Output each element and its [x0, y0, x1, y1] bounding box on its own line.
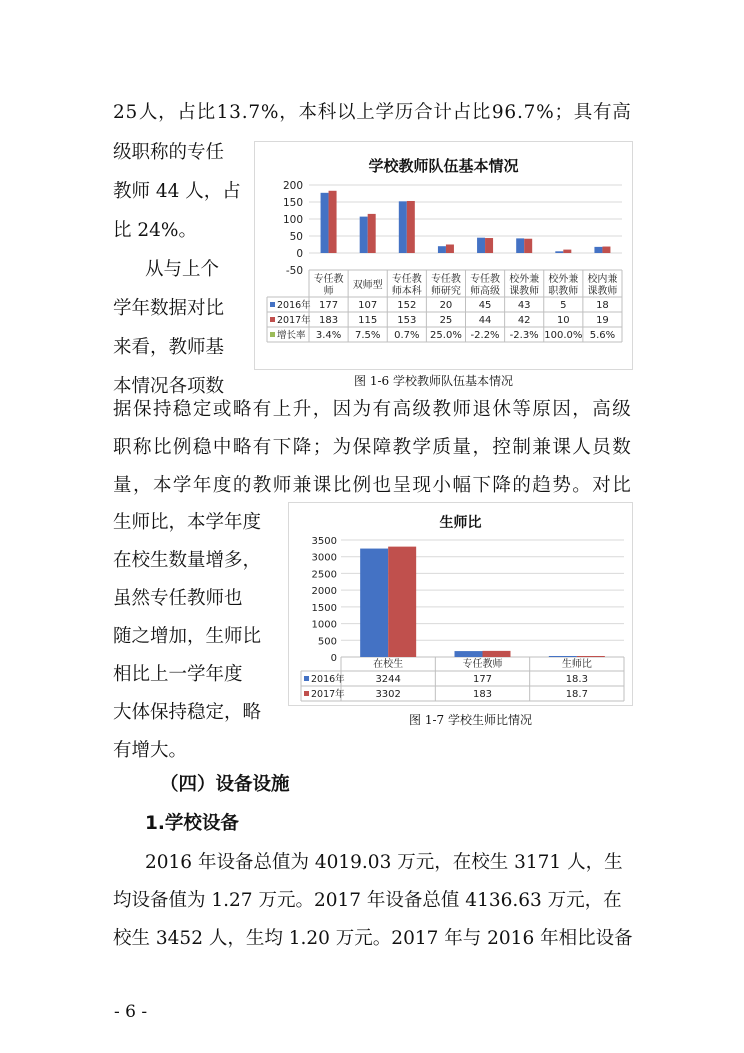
bar-2016年 — [516, 238, 524, 253]
legend-key — [270, 317, 275, 322]
category-label: 职教师 — [548, 286, 579, 297]
bar-2016年 — [555, 251, 563, 253]
y-tick-label: 0 — [296, 248, 303, 260]
category-label: 专任教 — [470, 274, 501, 285]
text-line-wrap2: 随之增加，生师比 — [113, 626, 262, 647]
category-label: 课教师 — [509, 286, 540, 297]
table-value: 43 — [517, 300, 531, 311]
category-label: 课教师 — [587, 286, 618, 297]
table-value: 183 — [319, 315, 339, 326]
bar-2017年 — [388, 547, 416, 657]
category-label: 专任教 — [430, 274, 461, 285]
bar-2017年 — [524, 239, 532, 253]
legend-label: 2017年 — [277, 315, 311, 326]
table-value: 115 — [358, 315, 378, 326]
chart-teacher-team-svg — [255, 142, 632, 369]
y-tick-label: 2500 — [311, 569, 337, 581]
page-number: - 6 - — [114, 1002, 148, 1022]
table-value: 107 — [358, 300, 378, 311]
legend-label: 2017年 — [311, 689, 345, 700]
bar-2016年 — [360, 549, 388, 657]
chart-title: 学校教师队伍基本情况 — [368, 157, 519, 175]
chart-title: 生师比 — [439, 515, 482, 531]
category-label: 生师比 — [561, 659, 592, 670]
text-line-wrap1: 级职称的专任 — [113, 142, 225, 163]
text-line-wrap2: 在校生数量增多， — [113, 550, 262, 571]
table-value: 44 — [478, 315, 492, 326]
bar-2017年 — [329, 191, 337, 253]
y-tick-label: 1000 — [311, 619, 337, 631]
table-value: 10 — [556, 315, 570, 326]
category-label: 专任教 — [313, 274, 344, 285]
bar-2017年 — [483, 651, 511, 657]
legend-label: 2016年 — [311, 674, 345, 685]
table-value: 25 — [439, 315, 453, 326]
y-tick-label: 200 — [282, 180, 303, 192]
chart-ratio-svg — [289, 503, 632, 705]
bar-2017年 — [577, 656, 605, 657]
text-line-wrap2: 大体保持稳定，略 — [113, 702, 262, 723]
text-line-wrap2: 虽然专任教师也 — [113, 588, 243, 609]
y-tick-label: 2000 — [311, 586, 337, 598]
table-value: 100.0% — [544, 330, 583, 341]
legend-key — [304, 691, 309, 696]
bar-2017年 — [446, 245, 454, 254]
bar-2017年 — [485, 238, 493, 253]
table-value: 20 — [439, 300, 453, 311]
y-tick-label: 100 — [282, 214, 303, 226]
bar-2016年 — [549, 656, 577, 657]
table-value: 0.7% — [394, 330, 420, 341]
legend-key — [270, 332, 275, 337]
text-line-body: 均设备值为 1.27 万元。2017 年设备总值 4136.63 万元，在 — [113, 890, 622, 911]
bar-2016年 — [594, 247, 602, 253]
category-label: 专任教 — [391, 274, 422, 285]
bar-2017年 — [407, 201, 415, 253]
category-label: 在校生 — [373, 659, 404, 670]
subsection-heading: 1.学校设备 — [145, 813, 239, 834]
legend-label: 增长率 — [277, 330, 306, 341]
category-label: 师 — [323, 286, 334, 297]
table-value: 177 — [319, 300, 339, 311]
bar-2017年 — [563, 250, 571, 253]
text-line-1: 2 5 人 ， 占 比 1 3 . 7 % ， 本 科 以 上 学 历 合 计 占 比 9 6 . 7 % ； 具 有 高 — [113, 102, 631, 123]
table-value: 18 — [596, 300, 609, 311]
table-value: -2.3% — [509, 330, 539, 341]
text-line-wrap1: 教师 44 人，占 — [113, 181, 241, 202]
bar-2016年 — [477, 238, 485, 253]
category-label: 校外兼 — [548, 274, 579, 285]
text-line-wrap1: 本情况各项数 — [113, 376, 225, 397]
text-line-full: 职 称 比 例 稳 中 略 有 下 降 ； 为 保 障 教 学 质 量 ， 控 制 兼 课 人 员 数 — [113, 437, 631, 458]
text-line-wrap1: 学年数据对比 — [113, 298, 225, 319]
y-tick-label: 3000 — [311, 552, 337, 564]
table-value: 19 — [596, 315, 609, 326]
bar-2016年 — [399, 201, 407, 253]
table-value: 3244 — [375, 674, 401, 685]
table-value: 3302 — [375, 689, 401, 700]
y-tick-label: 150 — [282, 197, 303, 209]
text-line-wrap1: 来看，教师基 — [113, 337, 225, 358]
y-tick-label: 0 — [330, 653, 337, 664]
table-value: 18.7 — [565, 689, 588, 700]
table-value: 42 — [517, 315, 531, 326]
text-line-full: 据 保 持 稳 定 或 略 有 上 升 ， 因 为 有 高 级 教 师 退 休 等 原 因 ， 高 级 — [113, 399, 631, 420]
table-value: 5.6% — [589, 330, 616, 341]
text-line-body: 校生 3452 人，生均 1.20 万元。2017 年与 2016 年相比设备 — [113, 928, 633, 949]
bar-2016年 — [360, 217, 368, 253]
table-value: 152 — [397, 300, 417, 311]
y-tick-label: 50 — [289, 231, 303, 243]
text-line-wrap2: 相比上一学年度 — [113, 664, 243, 685]
table-value: 45 — [478, 300, 492, 311]
figure-caption-1-6: 图 1-6 学校教师队伍基本情况 — [354, 374, 513, 388]
y-tick-label: 3500 — [311, 536, 337, 547]
category-label: 校外兼 — [509, 274, 540, 285]
table-value: 3.4% — [315, 330, 342, 341]
table-value: 5 — [560, 300, 567, 311]
text-line-wrap1: 从与上个 — [145, 259, 220, 280]
category-label: 师研究 — [430, 286, 461, 297]
category-label: 专任教师 — [462, 659, 503, 670]
chart-teacher-team — [254, 141, 633, 370]
table-value: 183 — [472, 689, 493, 700]
legend-label: 2016年 — [277, 300, 311, 311]
figure-caption-1-7: 图 1-7 学校生师比情况 — [409, 713, 532, 727]
category-label: 校内兼 — [587, 274, 618, 285]
y-tick-label: 500 — [317, 636, 337, 648]
bar-2016年 — [321, 193, 329, 253]
chart-student-teacher-ratio — [288, 502, 633, 706]
text-line-wrap2: 有增大。 — [113, 740, 188, 761]
legend-key — [270, 302, 275, 307]
text-line-wrap2: 生师比，本学年度 — [113, 512, 262, 533]
table-value: 153 — [397, 315, 417, 326]
bar-2017年 — [602, 247, 610, 253]
table-value: 7.5% — [354, 330, 381, 341]
table-value: 18.3 — [565, 674, 588, 685]
table-value: 25.0% — [430, 330, 462, 341]
bar-2016年 — [455, 651, 483, 657]
y-tick-label: -50 — [285, 265, 303, 277]
table-value: -2.2% — [470, 330, 500, 341]
category-label: 双师型 — [352, 280, 383, 291]
y-tick-label: 1500 — [311, 602, 337, 614]
legend-key — [304, 676, 309, 681]
table-value: 177 — [472, 674, 493, 685]
text-line-full: 量 ， 本 学 年 度 的 教 师 兼 课 比 例 也 呈 现 小 幅 下 降 的 趋 势 。 对 比 — [113, 475, 631, 496]
category-label: 师本科 — [391, 286, 422, 297]
text-line-body: 2016 年设备总值为 4019.03 万元，在校生 3171 人，生 — [145, 852, 623, 873]
bar-2016年 — [438, 246, 446, 253]
section-heading: （四）设备设施 — [160, 774, 290, 795]
category-label: 师高级 — [470, 286, 501, 297]
bar-2017年 — [368, 214, 376, 253]
text-line-wrap1: 比 24%。 — [113, 220, 197, 241]
